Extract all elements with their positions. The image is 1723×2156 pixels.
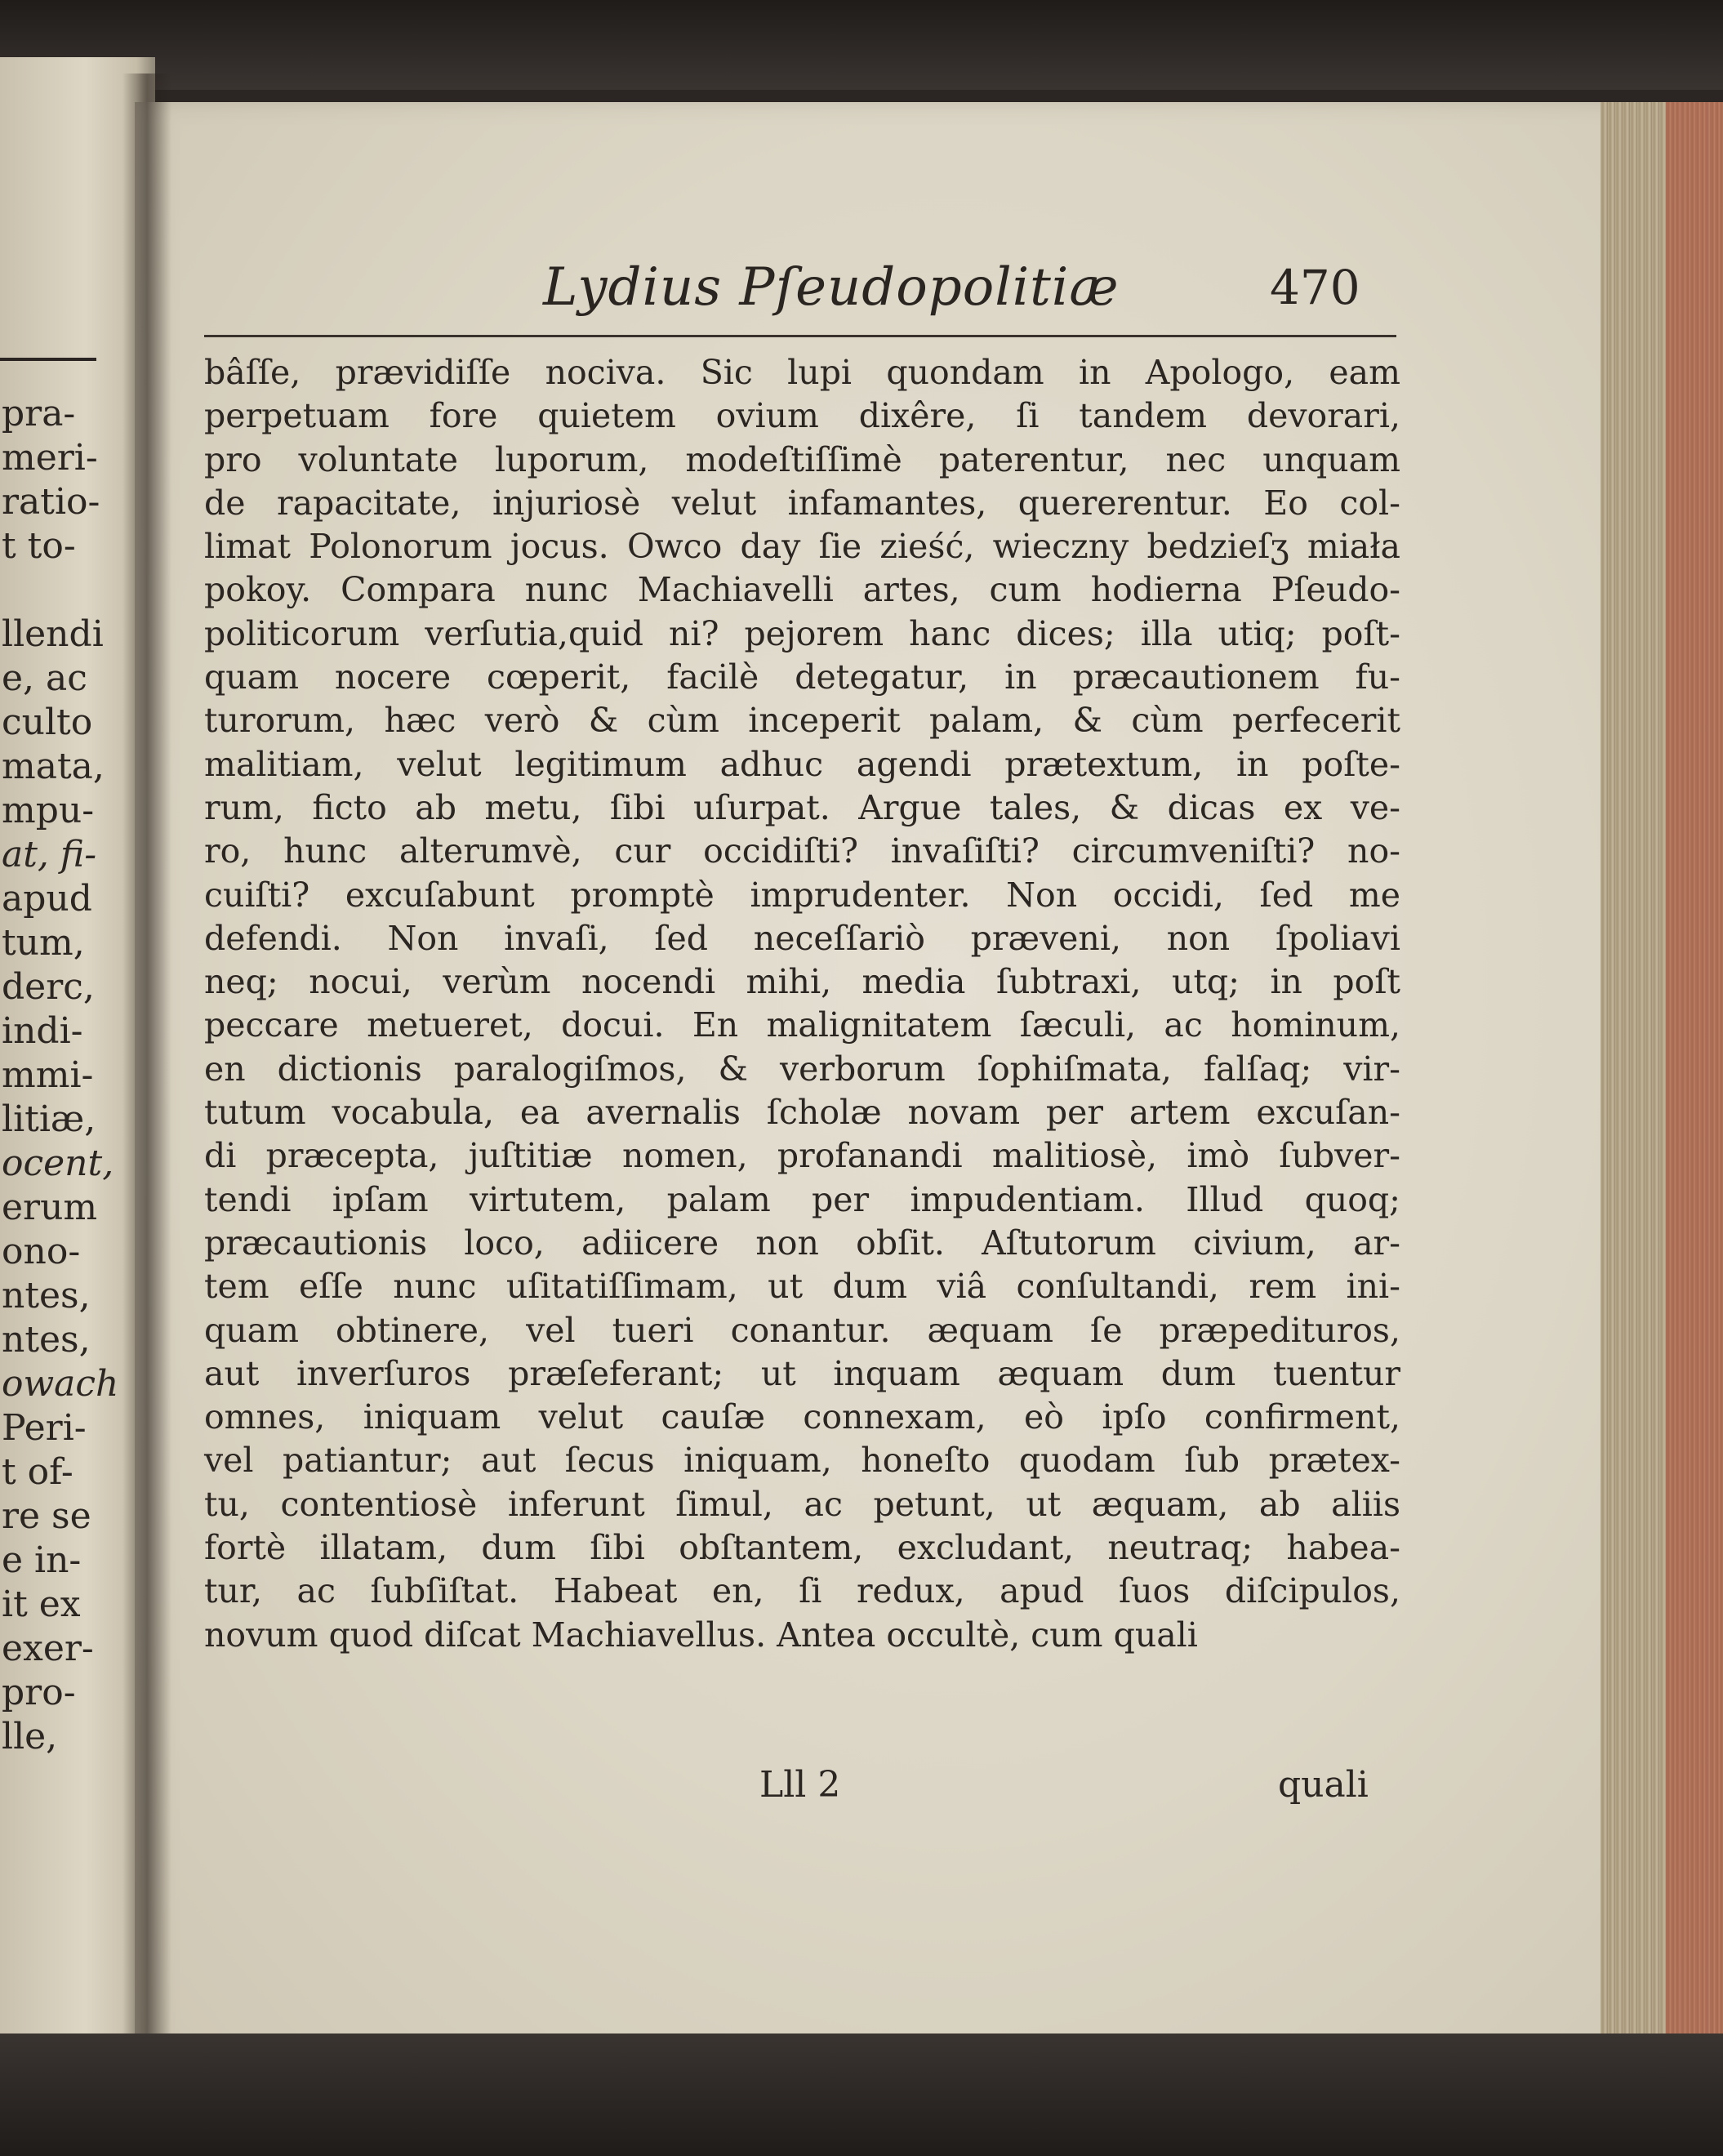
body-line: perpetuam fore quietem ovium dixêre, ſi tandem devorari, (204, 396, 1400, 436)
body-line: omnes, iniquam velut cauſæ connexam, eò ipſo confirment, (204, 1397, 1400, 1437)
body-line: turorum, hæc verò & cùm inceperit palam, & cùm perfecerit (204, 701, 1400, 741)
page-number: 470 (1270, 260, 1360, 315)
left-page-line: apud (2, 878, 92, 920)
catchword: quali (1278, 1764, 1369, 1806)
body-line: peccare metueret, docui. En malignitatem ſæculi, ac hominum, (204, 1005, 1400, 1045)
body-line: præcautionis loco, adiicere non obſit. Aſtutorum civium, ar- (204, 1223, 1400, 1263)
running-title: Lydius Pſeudopolitiæ (543, 257, 1120, 318)
body-line: quam nocere cœperit, facilè detegatur, in præcautionem fu- (204, 657, 1400, 697)
left-page-line: pro- (2, 1672, 76, 1713)
body-line: defendi. Non invaſi, ſed neceſſariò præveni, non ſpoliavi (204, 918, 1400, 958)
body-line: fortè illatam, dum ſibi obſtantem, excludant, neutraq; habea- (204, 1528, 1400, 1568)
body-line: aut inverſuros præſeferant; ut inquam æquam dum tuentur (204, 1353, 1400, 1393)
left-page-line: tum, (2, 922, 85, 964)
body-line: quam obtinere, vel tueri conantur. æquam ſe præpedituros, (204, 1310, 1400, 1350)
left-page-line: e in- (2, 1539, 82, 1581)
signature-mark: Lll 2 (759, 1764, 841, 1806)
left-page-line: owach (2, 1363, 119, 1405)
body-line: tutum vocabula, ea avernalis ſcholæ novam per artem excuſan- (204, 1093, 1400, 1133)
left-page-line: mata, (2, 746, 105, 787)
left-page-line: re se (2, 1495, 91, 1537)
body-line: bâſſe, prævidiſſe nociva. Sic lupi quondam in Apologo, eam (204, 353, 1400, 392)
body-line: tur, ac ſubſiſtat. Habeat en, ſi redux, apud ſuos diſcipulos, (204, 1571, 1400, 1611)
left-page-line: derc, (2, 966, 95, 1008)
body-line: ro, hunc alterumvè, cur occidiſti? invaſiſti? circumveniſti? no- (204, 831, 1400, 871)
body-line: pokoy. Compara nunc Machiavelli artes, cum hodierna Pſeudo- (204, 570, 1400, 610)
book-bottom (0, 2034, 1723, 2156)
body-line: vel patiantur; aut ſecus iniquam, honeſto quodam ſub prætex- (204, 1441, 1400, 1481)
body-line: de rapacitate, injuriosè velut infamantes, quererentur. Eo col- (204, 483, 1400, 523)
left-page-line: at, fi- (2, 834, 97, 875)
left-page-line: e, ac (2, 657, 87, 699)
left-page-line: meri- (2, 437, 98, 479)
left-page-line: pra- (2, 393, 76, 434)
body-line: limat Polonorum jocus. Owco day ſie zieść, wieczny bedzieſʒ miała (204, 527, 1400, 567)
body-line: rum, ficto ab metu, ſibi uſurpat. Argue tales, & dicas ex ve- (204, 787, 1400, 827)
left-page-line: erum (2, 1187, 98, 1228)
header-rule (204, 335, 1396, 337)
body-line: tu, contentiosè inferunt ſimul, ac petunt, ut æquam, ab aliis (204, 1484, 1400, 1524)
left-page-line: t of- (2, 1451, 73, 1493)
red-edge (1666, 102, 1723, 2062)
body-line: tem eſſe nunc uſitatiſſimam, ut dum viâ conſultandi, rem ini- (204, 1267, 1400, 1307)
body-line: politicorum verſutia,quid ni? pejorem hanc dices; illa utiq; poſt- (204, 613, 1400, 653)
left-page-line: Peri- (2, 1407, 87, 1449)
body-line: malitiam, velut legitimum adhuc agendi prætextum, in poſte- (204, 744, 1400, 784)
body-text (204, 351, 1400, 1657)
left-page-line: ocent, (2, 1143, 114, 1184)
left-page-rule (0, 358, 96, 361)
book-cover-top (0, 0, 1723, 90)
body-line: pro voluntate luporum, modeſtiſſimè paterentur, nec unquam (204, 439, 1400, 479)
left-page-line: exer- (2, 1628, 94, 1669)
left-page-line: mmi- (2, 1054, 94, 1096)
left-page-line: ratio- (2, 481, 100, 523)
left-page-line: t to- (2, 525, 76, 567)
body-line: cuiſti? excuſabunt promptè imprudenter. Non occidi, ſed me (204, 875, 1400, 915)
left-page-line: litiæ, (2, 1098, 96, 1140)
body-line: neq; nocui, verùm nocendi mihi, media ſubtraxi, utq; in poſt (204, 962, 1400, 1002)
body-line: di præcepta, juſtitiæ nomen, profanandi malitiosè, imò ſubver- (204, 1136, 1400, 1176)
body-line: tendi ipſam virtutem, palam per impudentiam. Illud quoq; (204, 1179, 1400, 1219)
left-page-line: ntes, (2, 1319, 91, 1361)
left-page-line: llendi (2, 613, 104, 655)
left-page-line: culto (2, 702, 93, 743)
left-page-line: indi- (2, 1010, 83, 1052)
left-page-line: mpu- (2, 790, 95, 831)
left-page-line: ono- (2, 1231, 81, 1272)
left-page-line: it ex (2, 1584, 81, 1625)
gutter-shadow (122, 74, 171, 2034)
left-page-line: lle, (2, 1716, 58, 1757)
body-line: en dictionis paralogiſmos, & verborum ſophiſmata, falſaq; vir- (204, 1049, 1400, 1089)
left-page-line: ntes, (2, 1275, 91, 1316)
body-line: novum quod diſcat Machiavellus. Antea occultè, cum quali (204, 1615, 1198, 1655)
